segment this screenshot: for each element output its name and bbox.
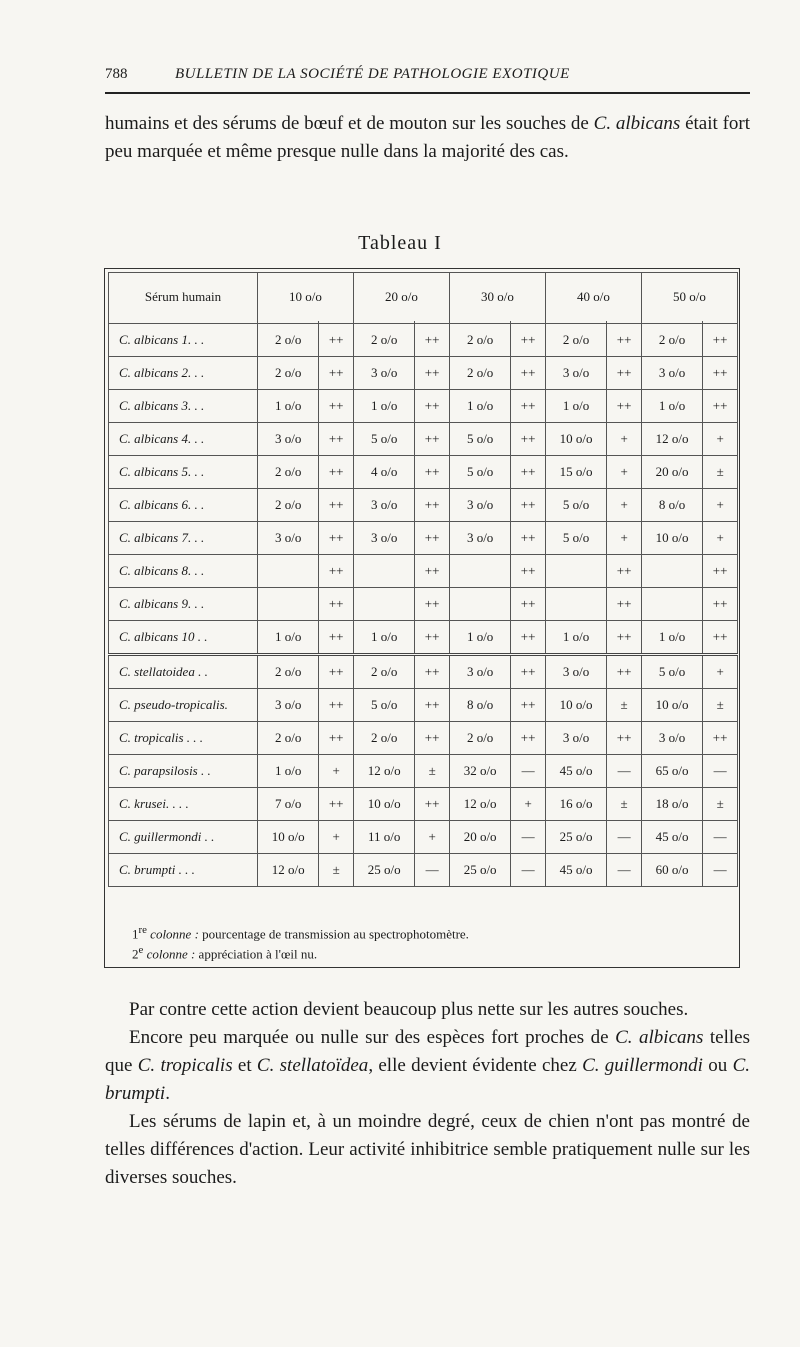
assessment-cell: ++ — [703, 555, 738, 588]
percent-cell: 5 o/o — [641, 655, 702, 689]
percent-cell: 5 o/o — [353, 423, 414, 456]
percent-cell: 2 o/o — [258, 357, 319, 390]
percent-cell: 10 o/o — [545, 689, 606, 722]
assessment-cell: ++ — [607, 588, 642, 621]
assessment-cell: ± — [703, 788, 738, 821]
table-row — [109, 489, 738, 522]
percent-cell: 10 o/o — [641, 522, 702, 555]
percent-cell: 5 o/o — [449, 423, 510, 456]
percent-cell: 7 o/o — [258, 788, 319, 821]
column-header: 40 o/o — [545, 273, 641, 322]
table-row — [109, 522, 738, 555]
percent-cell — [258, 555, 319, 588]
assessment-cell: ++ — [415, 689, 450, 722]
percent-cell: 5 o/o — [449, 456, 510, 489]
percent-cell: 10 o/o — [353, 788, 414, 821]
percent-cell: 25 o/o — [545, 821, 606, 854]
assessment-cell: ± — [703, 456, 738, 489]
intro-paragraph — [105, 110, 750, 166]
assessment-cell: ++ — [607, 722, 642, 755]
percent-cell: 3 o/o — [353, 357, 414, 390]
column-header: 20 o/o — [353, 273, 449, 322]
percent-cell: 1 o/o — [545, 390, 606, 423]
assessment-cell: ++ — [415, 555, 450, 588]
percent-cell: 3 o/o — [545, 357, 606, 390]
assessment-cell: ++ — [415, 655, 450, 689]
percent-cell: 4 o/o — [353, 456, 414, 489]
assessment-cell: — — [607, 854, 642, 887]
assessment-cell: ± — [607, 788, 642, 821]
assessment-cell: — — [511, 821, 546, 854]
assessment-cell: ++ — [319, 722, 354, 755]
species-cell: C. albicans 1. . . — [109, 324, 258, 357]
species-cell: C. albicans 4. . . — [109, 423, 258, 456]
assessment-cell: ++ — [703, 390, 738, 423]
percent-cell: 2 o/o — [353, 722, 414, 755]
column-header: 10 o/o — [258, 273, 354, 322]
assessment-cell: ++ — [703, 324, 738, 357]
percent-cell: 1 o/o — [545, 621, 606, 655]
table-row — [109, 423, 738, 456]
assessment-cell: ++ — [607, 324, 642, 357]
table-note: 2e colonne : appréciation à l'œil nu. — [132, 944, 318, 962]
species-cell: C. albicans 6. . . — [109, 489, 258, 522]
percent-cell: 5 o/o — [353, 689, 414, 722]
assessment-cell: ++ — [415, 324, 450, 357]
assessment-cell: — — [511, 755, 546, 788]
assessment-cell: ++ — [319, 621, 354, 655]
percent-cell: 2 o/o — [353, 655, 414, 689]
assessment-cell: ++ — [319, 555, 354, 588]
assessment-cell: ++ — [703, 621, 738, 655]
assessment-cell: ++ — [511, 489, 546, 522]
species-cell: C. albicans 2. . . — [109, 357, 258, 390]
assessment-cell: + — [607, 489, 642, 522]
percent-cell: 5 o/o — [545, 489, 606, 522]
assessment-cell: ++ — [511, 324, 546, 357]
assessment-cell: ++ — [319, 788, 354, 821]
assessment-cell: ++ — [319, 390, 354, 423]
table-row — [109, 655, 738, 689]
percent-cell — [641, 555, 702, 588]
assessment-cell: ++ — [607, 621, 642, 655]
percent-cell: 45 o/o — [545, 854, 606, 887]
assessment-cell: ++ — [703, 722, 738, 755]
assessment-cell: + — [415, 821, 450, 854]
table-row — [109, 456, 738, 489]
assessment-cell: + — [703, 522, 738, 555]
assessment-cell: ++ — [319, 655, 354, 689]
percent-cell — [545, 555, 606, 588]
table-row — [109, 854, 738, 887]
assessment-cell: ++ — [319, 689, 354, 722]
percent-cell: 8 o/o — [449, 689, 510, 722]
percent-cell: 1 o/o — [641, 621, 702, 655]
assessment-cell: ++ — [703, 357, 738, 390]
percent-cell — [449, 588, 510, 621]
percent-cell: 2 o/o — [258, 722, 319, 755]
table-row — [109, 357, 738, 390]
assessment-cell: + — [319, 755, 354, 788]
percent-cell: 1 o/o — [258, 621, 319, 655]
body-paragraph-1: Par contre cette action devient beaucoup plus nette sur les autres souches. — [129, 999, 689, 1020]
percent-cell: 65 o/o — [641, 755, 702, 788]
percent-cell: 3 o/o — [449, 489, 510, 522]
assessment-cell: ++ — [319, 423, 354, 456]
percent-cell: 12 o/o — [353, 755, 414, 788]
species-cell: C. albicans 7. . . — [109, 522, 258, 555]
percent-cell: 2 o/o — [258, 489, 319, 522]
assessment-cell: ++ — [511, 621, 546, 655]
percent-cell: 20 o/o — [641, 456, 702, 489]
percent-cell: 8 o/o — [641, 489, 702, 522]
percent-cell — [449, 555, 510, 588]
assessment-cell: ++ — [319, 324, 354, 357]
percent-cell: 1 o/o — [353, 621, 414, 655]
percent-cell: 3 o/o — [353, 522, 414, 555]
percent-cell: 20 o/o — [449, 821, 510, 854]
assessment-cell: + — [703, 489, 738, 522]
percent-cell: 3 o/o — [449, 522, 510, 555]
percent-cell: 2 o/o — [449, 722, 510, 755]
assessment-cell: ++ — [415, 621, 450, 655]
assessment-cell: ++ — [511, 722, 546, 755]
percent-cell: 1 o/o — [353, 390, 414, 423]
table-row — [109, 324, 738, 357]
assessment-cell: ++ — [511, 423, 546, 456]
column-header: 30 o/o — [449, 273, 545, 322]
percent-cell: 25 o/o — [353, 854, 414, 887]
intro-text-before: humains et des sérums de bœuf et de mouton sur les souches de — [105, 113, 594, 134]
table-row — [109, 621, 738, 655]
table-note: 1re colonne : pourcentage de transmission au spectrophotomètre. — [132, 924, 469, 942]
percent-cell: 2 o/o — [258, 324, 319, 357]
table-notes — [132, 922, 712, 963]
running-title: BULLETIN DE LA SOCIÉTÉ DE PATHOLOGIE EXOTIQUE — [175, 66, 570, 82]
table-row — [109, 555, 738, 588]
column-header: 50 o/o — [641, 273, 737, 322]
percent-cell: 10 o/o — [641, 689, 702, 722]
body-paragraph-2: Encore peu marquée ou nulle sur des espèces fort proches de C. albicans telles que C. tropicalis et C. stellatoïdea, elle devient évidente chez C. guillermondi ou C. brumpti. — [105, 1027, 751, 1104]
assessment-cell: + — [703, 655, 738, 689]
assessment-cell: ++ — [415, 788, 450, 821]
percent-cell: 18 o/o — [641, 788, 702, 821]
assessment-cell: ++ — [703, 588, 738, 621]
assessment-cell: ++ — [511, 655, 546, 689]
percent-cell: 3 o/o — [449, 655, 510, 689]
percent-cell: 3 o/o — [258, 689, 319, 722]
percent-cell: 10 o/o — [545, 423, 606, 456]
percent-cell: 12 o/o — [641, 423, 702, 456]
table-row — [109, 689, 738, 722]
assessment-cell: — — [703, 755, 738, 788]
assessment-cell: ++ — [511, 555, 546, 588]
assessment-cell: ++ — [319, 357, 354, 390]
percent-cell: 2 o/o — [258, 655, 319, 689]
intro-species: C. albicans — [593, 113, 681, 134]
assessment-cell: — — [607, 821, 642, 854]
percent-cell: 2 o/o — [641, 324, 702, 357]
percent-cell: 1 o/o — [258, 755, 319, 788]
percent-cell: 3 o/o — [545, 722, 606, 755]
table-body — [109, 324, 738, 887]
percent-cell: 15 o/o — [545, 456, 606, 489]
percent-cell: 3 o/o — [353, 489, 414, 522]
percent-cell — [545, 588, 606, 621]
percent-cell: 3 o/o — [258, 423, 319, 456]
percent-cell: 11 o/o — [353, 821, 414, 854]
table-header-row — [109, 273, 738, 322]
data-table — [108, 272, 738, 887]
assessment-cell: ± — [415, 755, 450, 788]
species-cell: C. guillermondi . . — [109, 821, 258, 854]
assessment-cell: ++ — [511, 689, 546, 722]
body-paragraph-3: Les sérums de lapin et, à un moindre degré, ceux de chien n'ont pas montré de telles différences d'action. Leur activité inhibitrice semble pratiquement nulle sur les diverses souches. — [105, 1111, 750, 1188]
assessment-cell: + — [607, 456, 642, 489]
assessment-cell: + — [319, 821, 354, 854]
species-cell: C. stellatoidea . . — [109, 655, 258, 689]
assessment-cell: ++ — [415, 588, 450, 621]
assessment-cell: ± — [319, 854, 354, 887]
assessment-cell: ++ — [607, 555, 642, 588]
assessment-cell: ++ — [319, 588, 354, 621]
species-cell: C. albicans 8. . . — [109, 555, 258, 588]
species-cell: C. parapsilosis . . — [109, 755, 258, 788]
assessment-cell: — — [415, 854, 450, 887]
assessment-cell: ++ — [607, 390, 642, 423]
percent-cell: 3 o/o — [641, 357, 702, 390]
page-number: 788 — [105, 66, 128, 82]
assessment-cell: ++ — [607, 357, 642, 390]
assessment-cell: — — [607, 755, 642, 788]
percent-cell — [353, 555, 414, 588]
assessment-cell: ++ — [415, 522, 450, 555]
table-row — [109, 722, 738, 755]
percent-cell: 2 o/o — [545, 324, 606, 357]
percent-cell: 1 o/o — [449, 390, 510, 423]
assessment-cell: ++ — [415, 423, 450, 456]
percent-cell: 60 o/o — [641, 854, 702, 887]
percent-cell: 10 o/o — [258, 821, 319, 854]
percent-cell: 3 o/o — [258, 522, 319, 555]
assessment-cell: ++ — [319, 522, 354, 555]
assessment-cell: ++ — [511, 588, 546, 621]
assessment-cell: ++ — [511, 456, 546, 489]
table-row — [109, 821, 738, 854]
table-row — [109, 755, 738, 788]
assessment-cell: ++ — [415, 357, 450, 390]
assessment-cell: + — [607, 522, 642, 555]
species-cell: C. tropicalis . . . — [109, 722, 258, 755]
species-cell: C. brumpti . . . — [109, 854, 258, 887]
assessment-cell: ++ — [511, 522, 546, 555]
percent-cell: 12 o/o — [449, 788, 510, 821]
percent-cell — [258, 588, 319, 621]
percent-cell: 2 o/o — [449, 324, 510, 357]
assessment-cell: + — [607, 423, 642, 456]
assessment-cell: — — [511, 854, 546, 887]
percent-cell: 5 o/o — [545, 522, 606, 555]
assessment-cell: ++ — [415, 489, 450, 522]
assessment-cell: — — [703, 821, 738, 854]
table-row — [109, 788, 738, 821]
species-cell: C. albicans 10 . . — [109, 621, 258, 655]
assessment-cell: ++ — [511, 390, 546, 423]
percent-cell — [641, 588, 702, 621]
assessment-cell: ++ — [415, 456, 450, 489]
species-cell: C. pseudo-tropicalis. — [109, 689, 258, 722]
assessment-cell: ++ — [415, 722, 450, 755]
assessment-cell: ± — [703, 689, 738, 722]
table-title: Tableau I — [358, 232, 442, 254]
percent-cell: 2 o/o — [353, 324, 414, 357]
table-row — [109, 390, 738, 423]
percent-cell: 1 o/o — [641, 390, 702, 423]
assessment-cell: ++ — [319, 456, 354, 489]
species-cell: C. albicans 3. . . — [109, 390, 258, 423]
percent-cell: 2 o/o — [258, 456, 319, 489]
percent-cell: 32 o/o — [449, 755, 510, 788]
percent-cell — [353, 588, 414, 621]
assessment-cell: — — [703, 854, 738, 887]
percent-cell: 2 o/o — [449, 357, 510, 390]
assessment-cell: + — [703, 423, 738, 456]
percent-cell: 3 o/o — [641, 722, 702, 755]
percent-cell: 45 o/o — [641, 821, 702, 854]
page-header — [105, 62, 750, 94]
assessment-cell: + — [511, 788, 546, 821]
species-cell: C. albicans 5. . . — [109, 456, 258, 489]
percent-cell: 1 o/o — [449, 621, 510, 655]
percent-cell: 12 o/o — [258, 854, 319, 887]
species-cell: C. albicans 9. . . — [109, 588, 258, 621]
percent-cell: 1 o/o — [258, 390, 319, 423]
intro-text-after: était fort peu marquée et même presque nulle dans la majorité des cas. — [105, 113, 751, 162]
percent-cell: 16 o/o — [545, 788, 606, 821]
assessment-cell: ++ — [319, 489, 354, 522]
percent-cell: 45 o/o — [545, 755, 606, 788]
species-cell: C. krusei. . . . — [109, 788, 258, 821]
assessment-cell: ++ — [511, 357, 546, 390]
row-header: Sérum humain — [109, 273, 258, 322]
table-row — [109, 588, 738, 621]
assessment-cell: ++ — [415, 390, 450, 423]
percent-cell: 25 o/o — [449, 854, 510, 887]
percent-cell: 3 o/o — [545, 655, 606, 689]
body-text — [105, 996, 750, 1192]
assessment-cell: ++ — [607, 655, 642, 689]
assessment-cell: ± — [607, 689, 642, 722]
